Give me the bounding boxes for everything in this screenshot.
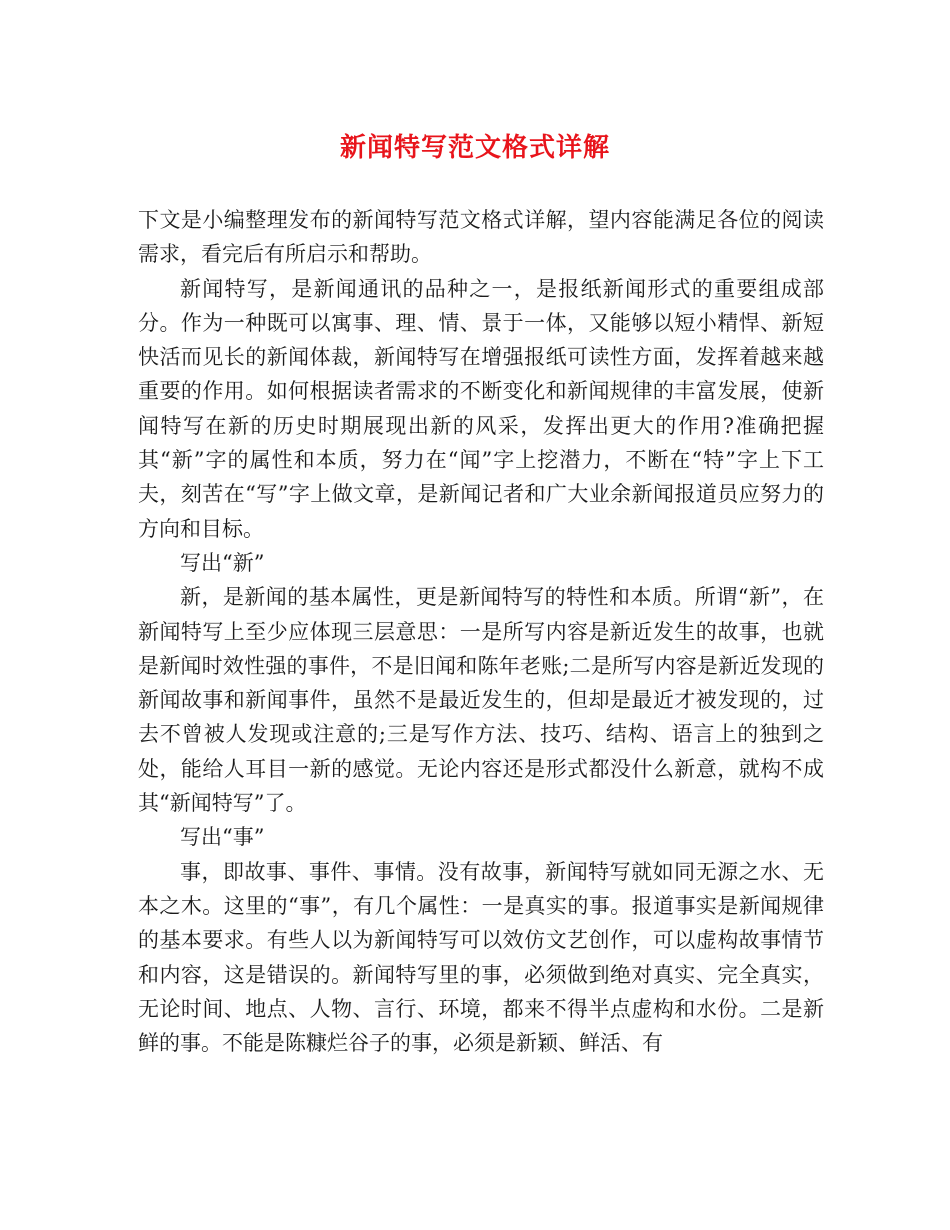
paragraph-overview: 新闻特写，是新闻通讯的品种之一，是报纸新闻形式的重要组成部分。作为一种既可以寓事、理、情、景于一体，又能够以短小精悍、新短快活而见长的新闻体裁，新闻特写在增强报纸可读性方面，发挥着越来越重要的作用。如何根据读者需求的不断变化和新闻规律的丰富发展，使新闻特写在新的历史时期展现出新的风采，发挥出更大的作用?准确把握其“新”字的属性和本质，努力在“闻”字上挖潜力，不断在“特”字上下工夫，刻苦在“写”字上做文章，是新闻记者和广大业余新闻报道员应努力的方向和目标。: [138, 276, 824, 541]
section-heading-event: 写出“事”: [180, 825, 265, 850]
paragraph-event: 事，即故事、事件、事情。没有故事，新闻特写就如同无源之水、无本之木。这里的“事”，有几个属性：一是真实的事。报道事实是新闻规律的基本要求。有些人以为新闻特写可以效仿文艺创作，可以虚构故事情节和内容，这是错误的。新闻特写里的事，必须做到绝对真实、完全真实，无论时间、地点、人物、言行、环境，都来不得半点虚构和水份。二是新鲜的事。不能是陈糠烂谷子的事，必须是新颖、鲜活、有: [138, 859, 824, 1056]
document-body: [138, 203, 824, 1060]
section-heading-new: 写出“新”: [180, 550, 265, 575]
document-title: 新闻特写范文格式详解: [339, 133, 610, 163]
paragraph-new: 新，是新闻的基本属性，更是新闻特写的特性和本质。所谓“新”，在新闻特写上至少应体现三层意思：一是所写内容是新近发生的故事，也就是新闻时效性强的事件，不是旧闻和陈年老账;二是所写内容是新近发现的新闻故事和新闻事件，虽然不是最近发生的，但却是最近才被发现的，过去不曾被人发现或注意的;三是写作方法、技巧、结构、语言上的独到之处，能给人耳目一新的感觉。无论内容还是形式都没什么新意，就构不成其“新闻特写”了。: [138, 585, 824, 816]
paragraph-intro: 下文是小编整理发布的新闻特写范文格式详解，望内容能满足各位的阅读需求，看完后有所启示和帮助。: [138, 208, 824, 267]
